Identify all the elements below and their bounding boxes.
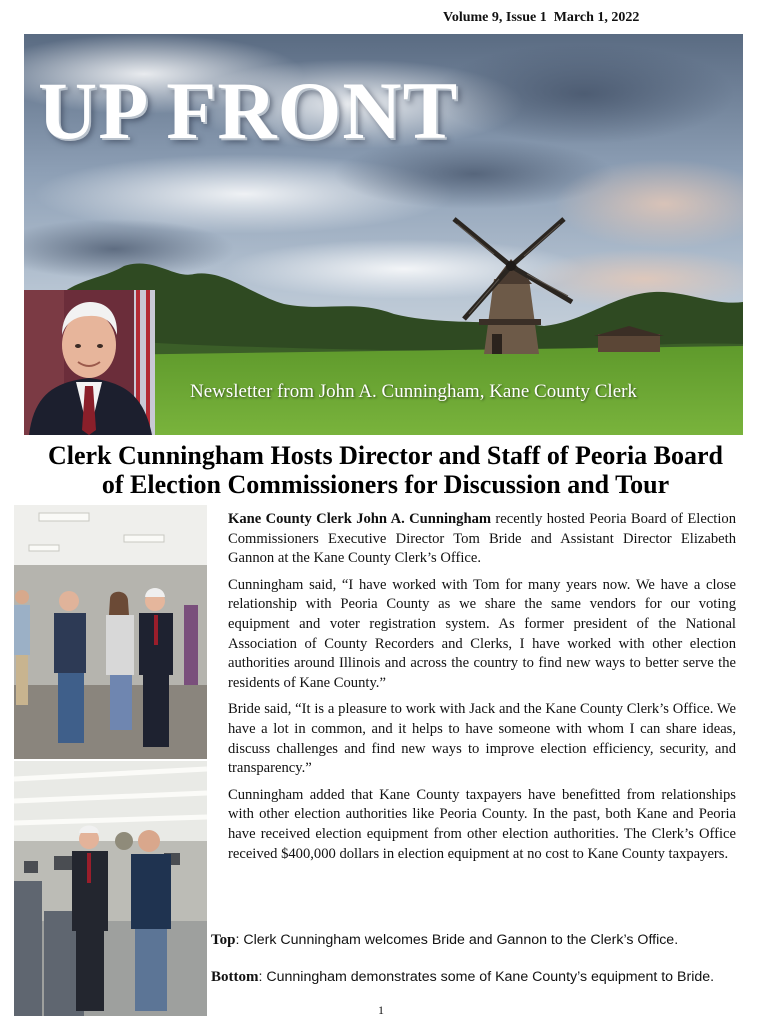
masthead-tagline: Newsletter from John A. Cunningham, Kane County Clerk	[190, 381, 637, 402]
caption-bottom-label: Bottom	[211, 969, 259, 985]
article-lead-rest: recently hosted Peoria Board of Election Commissioners Executive Director Tom Bride and Assistant Director Elizabeth Gannon at the Kane County Clerk’s Office.	[228, 511, 737, 567]
caption-top-label: Top	[211, 932, 236, 948]
caption-top-text: : Clerk Cunningham welcomes Bride and Gannon to the Clerk’s Office.	[235, 932, 679, 948]
article-lead-bold: Kane County Clerk John A. Cunningham	[228, 511, 492, 527]
clerk-portrait	[24, 290, 155, 435]
clerk-portrait-image	[24, 290, 155, 435]
equipment-photo-image	[14, 761, 207, 1016]
masthead-banner	[24, 34, 743, 435]
article-paragraph-2: Cunningham said, “I have worked with Tom for many years now. We have a close relationship with Peoria County as we share the same vendors for our voting equipment and voter registration system. As former president of the National Association of County Recorders and Clerks, I have worked with other election authorities around Illinois and across the country to find new ways to better serve the residents of Kane County.”	[228, 576, 736, 691]
article-headline	[24, 441, 747, 499]
article-paragraph-1	[228, 510, 736, 569]
caption-top	[211, 932, 678, 949]
article-paragraph-3: Bride said, “It is a pleasure to work with Jack and the Kane County Clerk’s Office. We have a lot in common, and it helps to have someone with whom I can share ideas, discuss challenges and find new ways to improve election efficiency, security, and transparency.”	[228, 701, 736, 777]
caption-bottom-text: : Cunningham demonstrates some of Kane County’s equipment to Bride.	[258, 969, 715, 985]
caption-bottom	[211, 969, 714, 986]
group-photo-image	[14, 505, 207, 759]
headline-line-1: Clerk Cunningham Hosts Director and Staff of Peoria Board	[47, 441, 724, 470]
headline-line-2: of Election Commissioners for Discussion and Tour	[101, 470, 670, 499]
masthead-title: UP FRONT	[38, 65, 459, 156]
article-body	[228, 510, 736, 871]
page-number: 1	[378, 1003, 384, 1017]
article-paragraph-4: Cunningham added that Kane County taxpayers have benefitted from relationships with other election authorities like Peoria County. In the past, both Kane and Peoria have received election equipment from other election authorities. The Clerk’s Office received $400,000 dollars in election equipment at no cost to Kane County taxpayers.	[228, 786, 736, 862]
photo-bottom-equipment-demo	[14, 761, 207, 1016]
issue-line: Volume 9, Issue 1 March 1, 2022	[443, 10, 640, 25]
photo-top-group-visit	[14, 505, 207, 759]
